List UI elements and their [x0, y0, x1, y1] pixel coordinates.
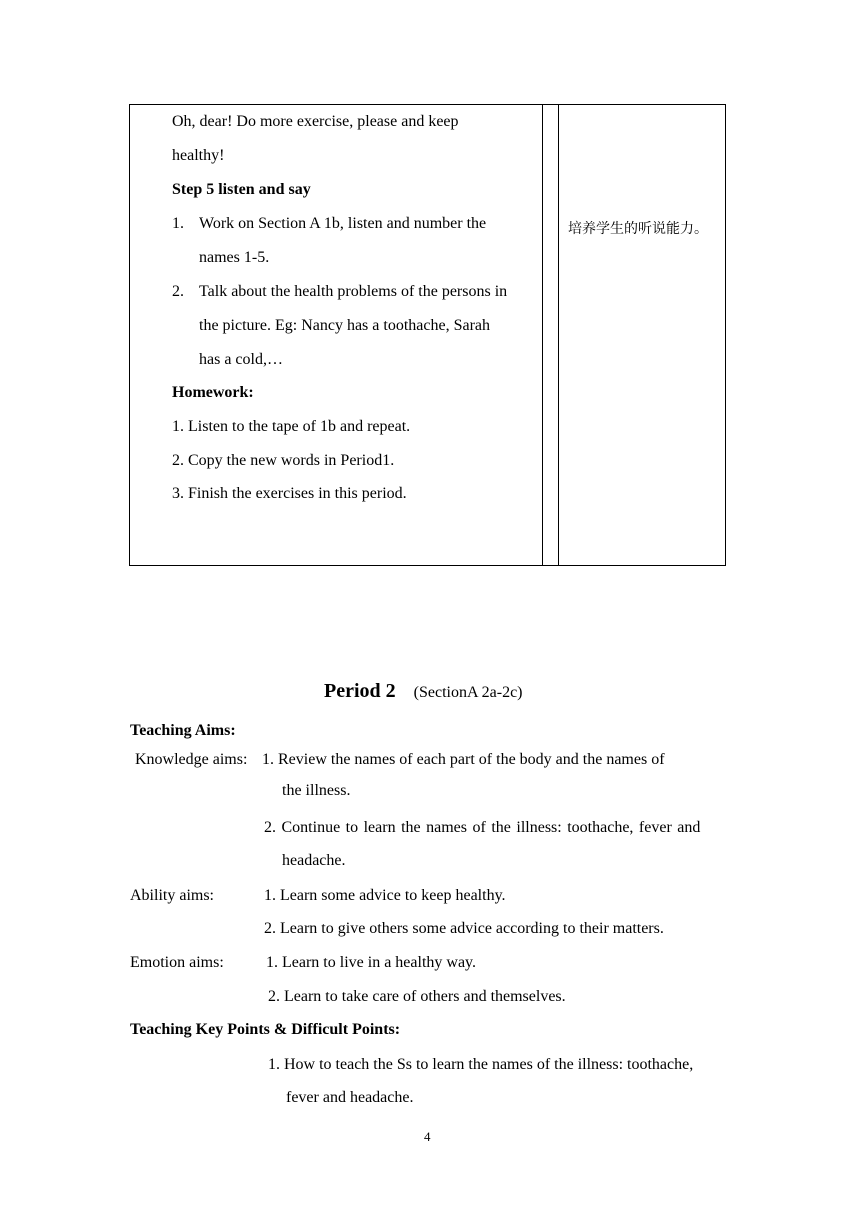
- period-title: Period 2: [324, 680, 396, 702]
- list-item-number: 1.: [172, 215, 184, 232]
- ability-aims-label: Ability aims:: [130, 887, 214, 904]
- list-item: Work on Section A 1b, listen and number the: [199, 215, 487, 232]
- ability-aim: 1. Learn some advice to keep healthy.: [264, 887, 506, 904]
- period-subtitle: (SectionA 2a-2c): [413, 684, 523, 701]
- key-point: 1. How to teach the Ss to learn the names of the illness: toothache,: [268, 1056, 694, 1073]
- table-text-line: healthy!: [172, 147, 225, 164]
- key-point: fever and headache.: [286, 1089, 414, 1106]
- list-item: the picture. Eg: Nancy has a toothache, Sarah: [199, 317, 490, 334]
- homework-item: 3. Finish the exercises in this period.: [172, 485, 407, 502]
- knowledge-aims-label: Knowledge aims:: [135, 751, 248, 768]
- period-heading: [324, 680, 523, 703]
- list-item-number: 2.: [172, 283, 184, 300]
- list-item: has a cold,…: [199, 351, 283, 368]
- table-note: 培养学生的听说能力。: [568, 221, 708, 237]
- homework-item: 1. Listen to the tape of 1b and repeat.: [172, 418, 411, 435]
- knowledge-aim: 1. Review the names of each part of the body and the names of: [262, 751, 665, 768]
- knowledge-aim: 2. Continue to learn the names of the illness: toothache, fever and: [264, 819, 701, 836]
- page-number: 4: [424, 1129, 431, 1144]
- knowledge-aim: headache.: [282, 852, 346, 869]
- table-text-line: Oh, dear! Do more exercise, please and keep: [172, 113, 459, 130]
- table-divider: [542, 105, 543, 565]
- homework-item: 2. Copy the new words in Period1.: [172, 452, 395, 469]
- key-points-heading: Teaching Key Points & Difficult Points:: [130, 1021, 401, 1038]
- emotion-aim: 1. Learn to live in a healthy way.: [266, 954, 476, 971]
- list-item: Talk about the health problems of the persons in: [199, 283, 508, 300]
- emotion-aim: 2. Learn to take care of others and themselves.: [268, 988, 566, 1005]
- list-item: names 1-5.: [199, 249, 270, 266]
- knowledge-aim: the illness.: [282, 782, 351, 799]
- ability-aim: 2. Learn to give others some advice according to their matters.: [264, 920, 664, 937]
- table-divider: [558, 105, 559, 565]
- teaching-aims-heading: Teaching Aims:: [130, 722, 236, 739]
- emotion-aims-label: Emotion aims:: [130, 954, 224, 971]
- homework-heading: Homework:: [172, 384, 254, 401]
- step5-heading: Step 5 listen and say: [172, 181, 311, 198]
